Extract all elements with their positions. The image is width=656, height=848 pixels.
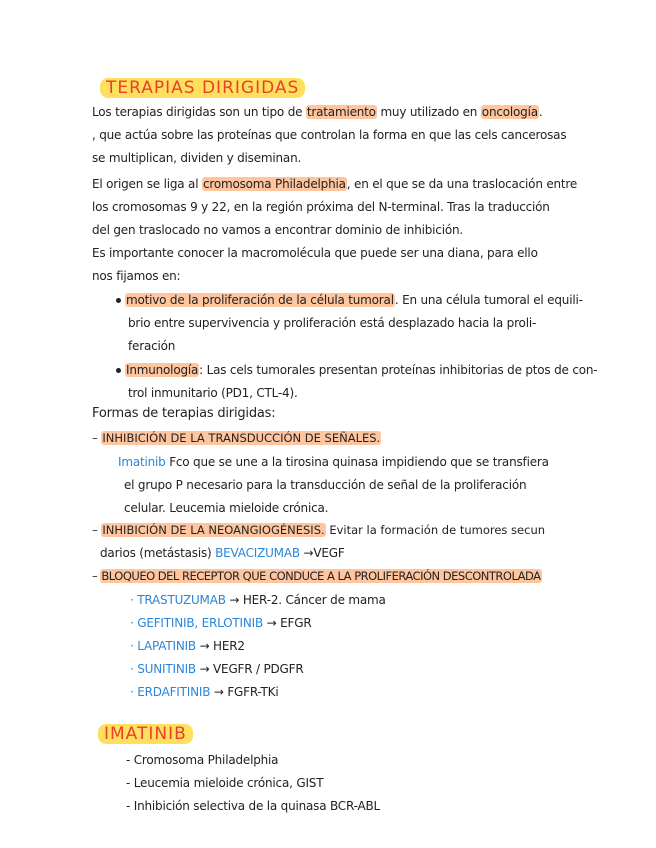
neoangiogenesis-line-2: darios (metástasis) BEVACIZUMAB →VEGF xyxy=(100,546,345,560)
intro-line-1: Los terapias dirigidas son un tipo de tratamiento muy utilizado en oncología. xyxy=(92,105,543,119)
drug-item: · LAPATINIB → HER2 xyxy=(130,639,245,653)
imatinib-item: - Cromosoma Philadelphia xyxy=(126,753,279,767)
title-imatinib: IMATINIB xyxy=(98,724,193,744)
intro-line-3: se multiplican, dividen y diseminan. xyxy=(92,151,302,165)
highlight-tratamiento: tratamiento xyxy=(306,105,376,119)
section-bloqueo-heading: – BLOQUEO DEL RECEPTOR QUE CONDUCE A LA PROLIFERACIÓN DESCONTROLADA xyxy=(92,569,541,583)
drug-item: · GEFITINIB, ERLOTINIB → EFGR xyxy=(130,616,312,630)
imatinib-item: - Leucemia mieloide crónica, GIST xyxy=(126,776,324,790)
imatinib-description-3: celular. Leucemia mieloide crónica. xyxy=(124,501,329,515)
origin-line-3: del gen traslocado no vamos a encontrar dominio de inhibición. xyxy=(92,223,463,237)
origin-line-1: El origen se liga al cromosoma Philadelphia, en el que se da una traslocación entre xyxy=(92,177,578,191)
bullet-proliferacion-line-3: feración xyxy=(128,339,176,353)
drug-imatinib: Imatinib xyxy=(118,455,166,469)
highlight-inmunologia: Inmunología xyxy=(126,363,199,377)
bullet-proliferacion-line-2: brio entre supervivencia y proliferación está desplazado hacia la proli- xyxy=(128,316,537,330)
bullet-dot-icon xyxy=(116,298,121,303)
bullet-inmunologia: Inmunología: Las cels tumorales presentan proteínas inhibitorias de ptos de con- xyxy=(116,362,597,378)
origin-line-2: los cromosomas 9 y 22, en la región próxima del N-terminal. Tras la traducción xyxy=(92,200,550,214)
drug-item: · SUNITINIB → VEGFR / PDGFR xyxy=(130,662,304,676)
drug-item: · ERDAFITINIB → FGFR-TKi xyxy=(130,685,279,699)
title-terapias-dirigidas: TERAPIAS DIRIGIDAS xyxy=(100,78,305,98)
formas-heading: Formas de terapias dirigidas: xyxy=(92,406,276,421)
section-neoangiogenesis: – INHIBICIÓN DE LA NEOANGIOGÉNESIS. Evitar la formación de tumores secun xyxy=(92,523,546,537)
imatinib-description-2: el grupo P necesario para la transducción de señal de la proliferación xyxy=(124,478,527,492)
imatinib-item: - Inhibición selectiva de la quinasa BCR-ABL xyxy=(126,799,381,813)
bullet-proliferacion: motivo de la proliferación de la célula tumoral. En una célula tumoral el equili- xyxy=(116,292,583,308)
intro-line-2: , que actúa sobre las proteínas que controlan la forma en que las cels cancerosas xyxy=(92,128,567,142)
importance-line-1: Es importante conocer la macromolécula que puede ser una diana, para ello xyxy=(92,246,538,260)
highlight-cromosoma: cromosoma Philadelphia xyxy=(202,177,346,191)
bullet-dot-icon xyxy=(116,368,121,373)
bullet-inmunologia-line-2: trol inmunitario (PD1, CTL-4). xyxy=(128,386,298,400)
importance-line-2: nos fijamos en: xyxy=(92,269,181,283)
highlight-oncologia: oncología xyxy=(481,105,538,119)
drug-bevacizumab: BEVACIZUMAB xyxy=(215,546,300,560)
section-transduccion-heading: – INHIBICIÓN DE LA TRANSDUCCIÓN DE SEÑALES. xyxy=(92,431,381,445)
imatinib-description-1: Imatinib Fco que se une a la tirosina quinasa impidiendo que se transfiera xyxy=(118,455,549,469)
drug-item: · TRASTUZUMAB → HER-2. Cáncer de mama xyxy=(130,593,386,607)
highlight-motivo: motivo de la proliferación de la célula tumoral xyxy=(126,293,394,307)
